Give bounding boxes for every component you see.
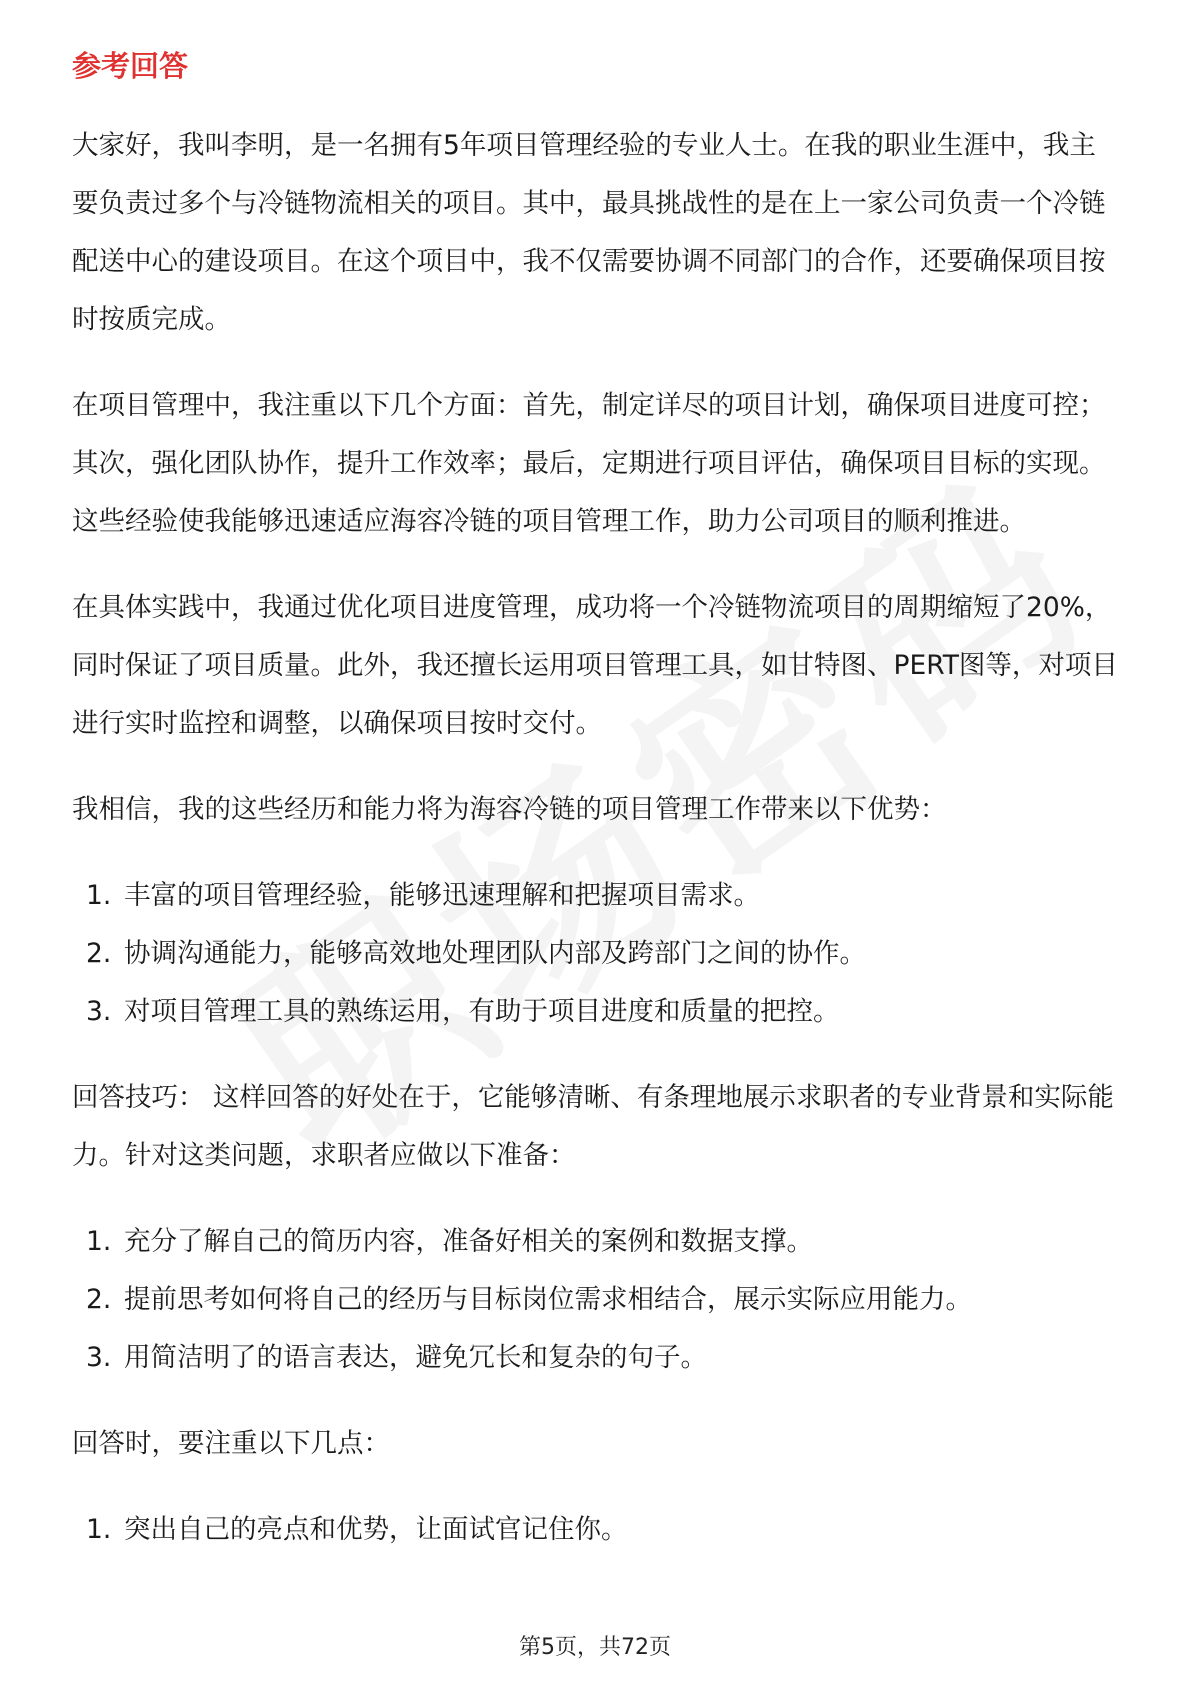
paragraph-notes: 回答时，要注重以下几点： (72, 1427, 390, 1459)
page-content (72, 46, 1122, 1587)
list-item (72, 925, 1122, 983)
paragraph-tips: 回答技巧： 这样回答的好处在于，它能够清晰、有条理地展示求职者的专业背景和实际能力。针对这类问题，求职者应做以下准备： (72, 1081, 1114, 1171)
paragraph-belief: 我相信，我的这些经历和能力将为海容冷链的项目管理工作带来以下优势： (72, 793, 947, 825)
list-item-text: 丰富的项目管理经验，能够迅速理解和把握项目需求。 (124, 879, 760, 911)
list-item-text: 对项目管理工具的熟练运用，有助于项目进度和质量的把控。 (124, 995, 840, 1027)
list-item-text: 突出自己的亮点和优势，让面试官记住你。 (124, 1513, 628, 1545)
list-item (72, 1329, 1122, 1387)
list-item-text: 用简洁明了的语言表达，避免冗长和复杂的句子。 (124, 1341, 707, 1373)
list-item-number: 2. (86, 1283, 112, 1315)
page-footer: 第5页，共72页 (519, 1635, 671, 1660)
paragraph-intro: 大家好，我叫李明，是一名拥有5年项目管理经验的专业人士。在我的职业生涯中，我主要负责过多个与冷链物流相关的项目。其中，最具挑战性的是在上一家公司负责一个冷链配送中心的建设项目。在这个项目中，我不仅需要协调不同部门的合作，还要确保项目按时按质完成。 (72, 129, 1106, 335)
list-item (72, 983, 1122, 1041)
paragraph-focus: 在项目管理中，我注重以下几个方面：首先，制定详尽的项目计划，确保项目进度可控；其次，强化团队协作，提升工作效率；最后，定期进行项目评估，确保项目目标的实现。这些经验使我能够迅速适应海容冷链的项目管理工作，助力公司项目的顺利推进。 (72, 389, 1106, 537)
list-item-text: 协调沟通能力，能够高效地处理团队内部及跨部门之间的协作。 (124, 937, 866, 969)
list-item-number: 3. (86, 1341, 112, 1373)
list-item-number: 1. (86, 1225, 112, 1257)
list-item-number: 1. (86, 1513, 112, 1545)
list-item-number: 2. (86, 937, 112, 969)
section-title: 参考回答 (72, 49, 189, 83)
list-item (72, 867, 1122, 925)
list-item (72, 1213, 1122, 1271)
notes-list (72, 1501, 1122, 1559)
list-item-number: 3. (86, 995, 112, 1027)
list-item-number: 1. (86, 879, 112, 911)
advantages-list (72, 867, 1122, 1041)
list-item (72, 1501, 1122, 1559)
list-item (72, 1271, 1122, 1329)
list-item-text: 提前思考如何将自己的经历与目标岗位需求相结合，展示实际应用能力。 (124, 1283, 972, 1315)
preparations-list (72, 1213, 1122, 1387)
list-item-text: 充分了解自己的简历内容，准备好相关的案例和数据支撑。 (124, 1225, 813, 1257)
paragraph-practice: 在具体实践中，我通过优化项目进度管理，成功将一个冷链物流项目的周期缩短了20%，同时保证了项目质量。此外，我还擅长运用项目管理工具，如甘特图、PERT图等，对项目进行实时监控和调整，以确保项目按时交付。 (72, 591, 1118, 739)
